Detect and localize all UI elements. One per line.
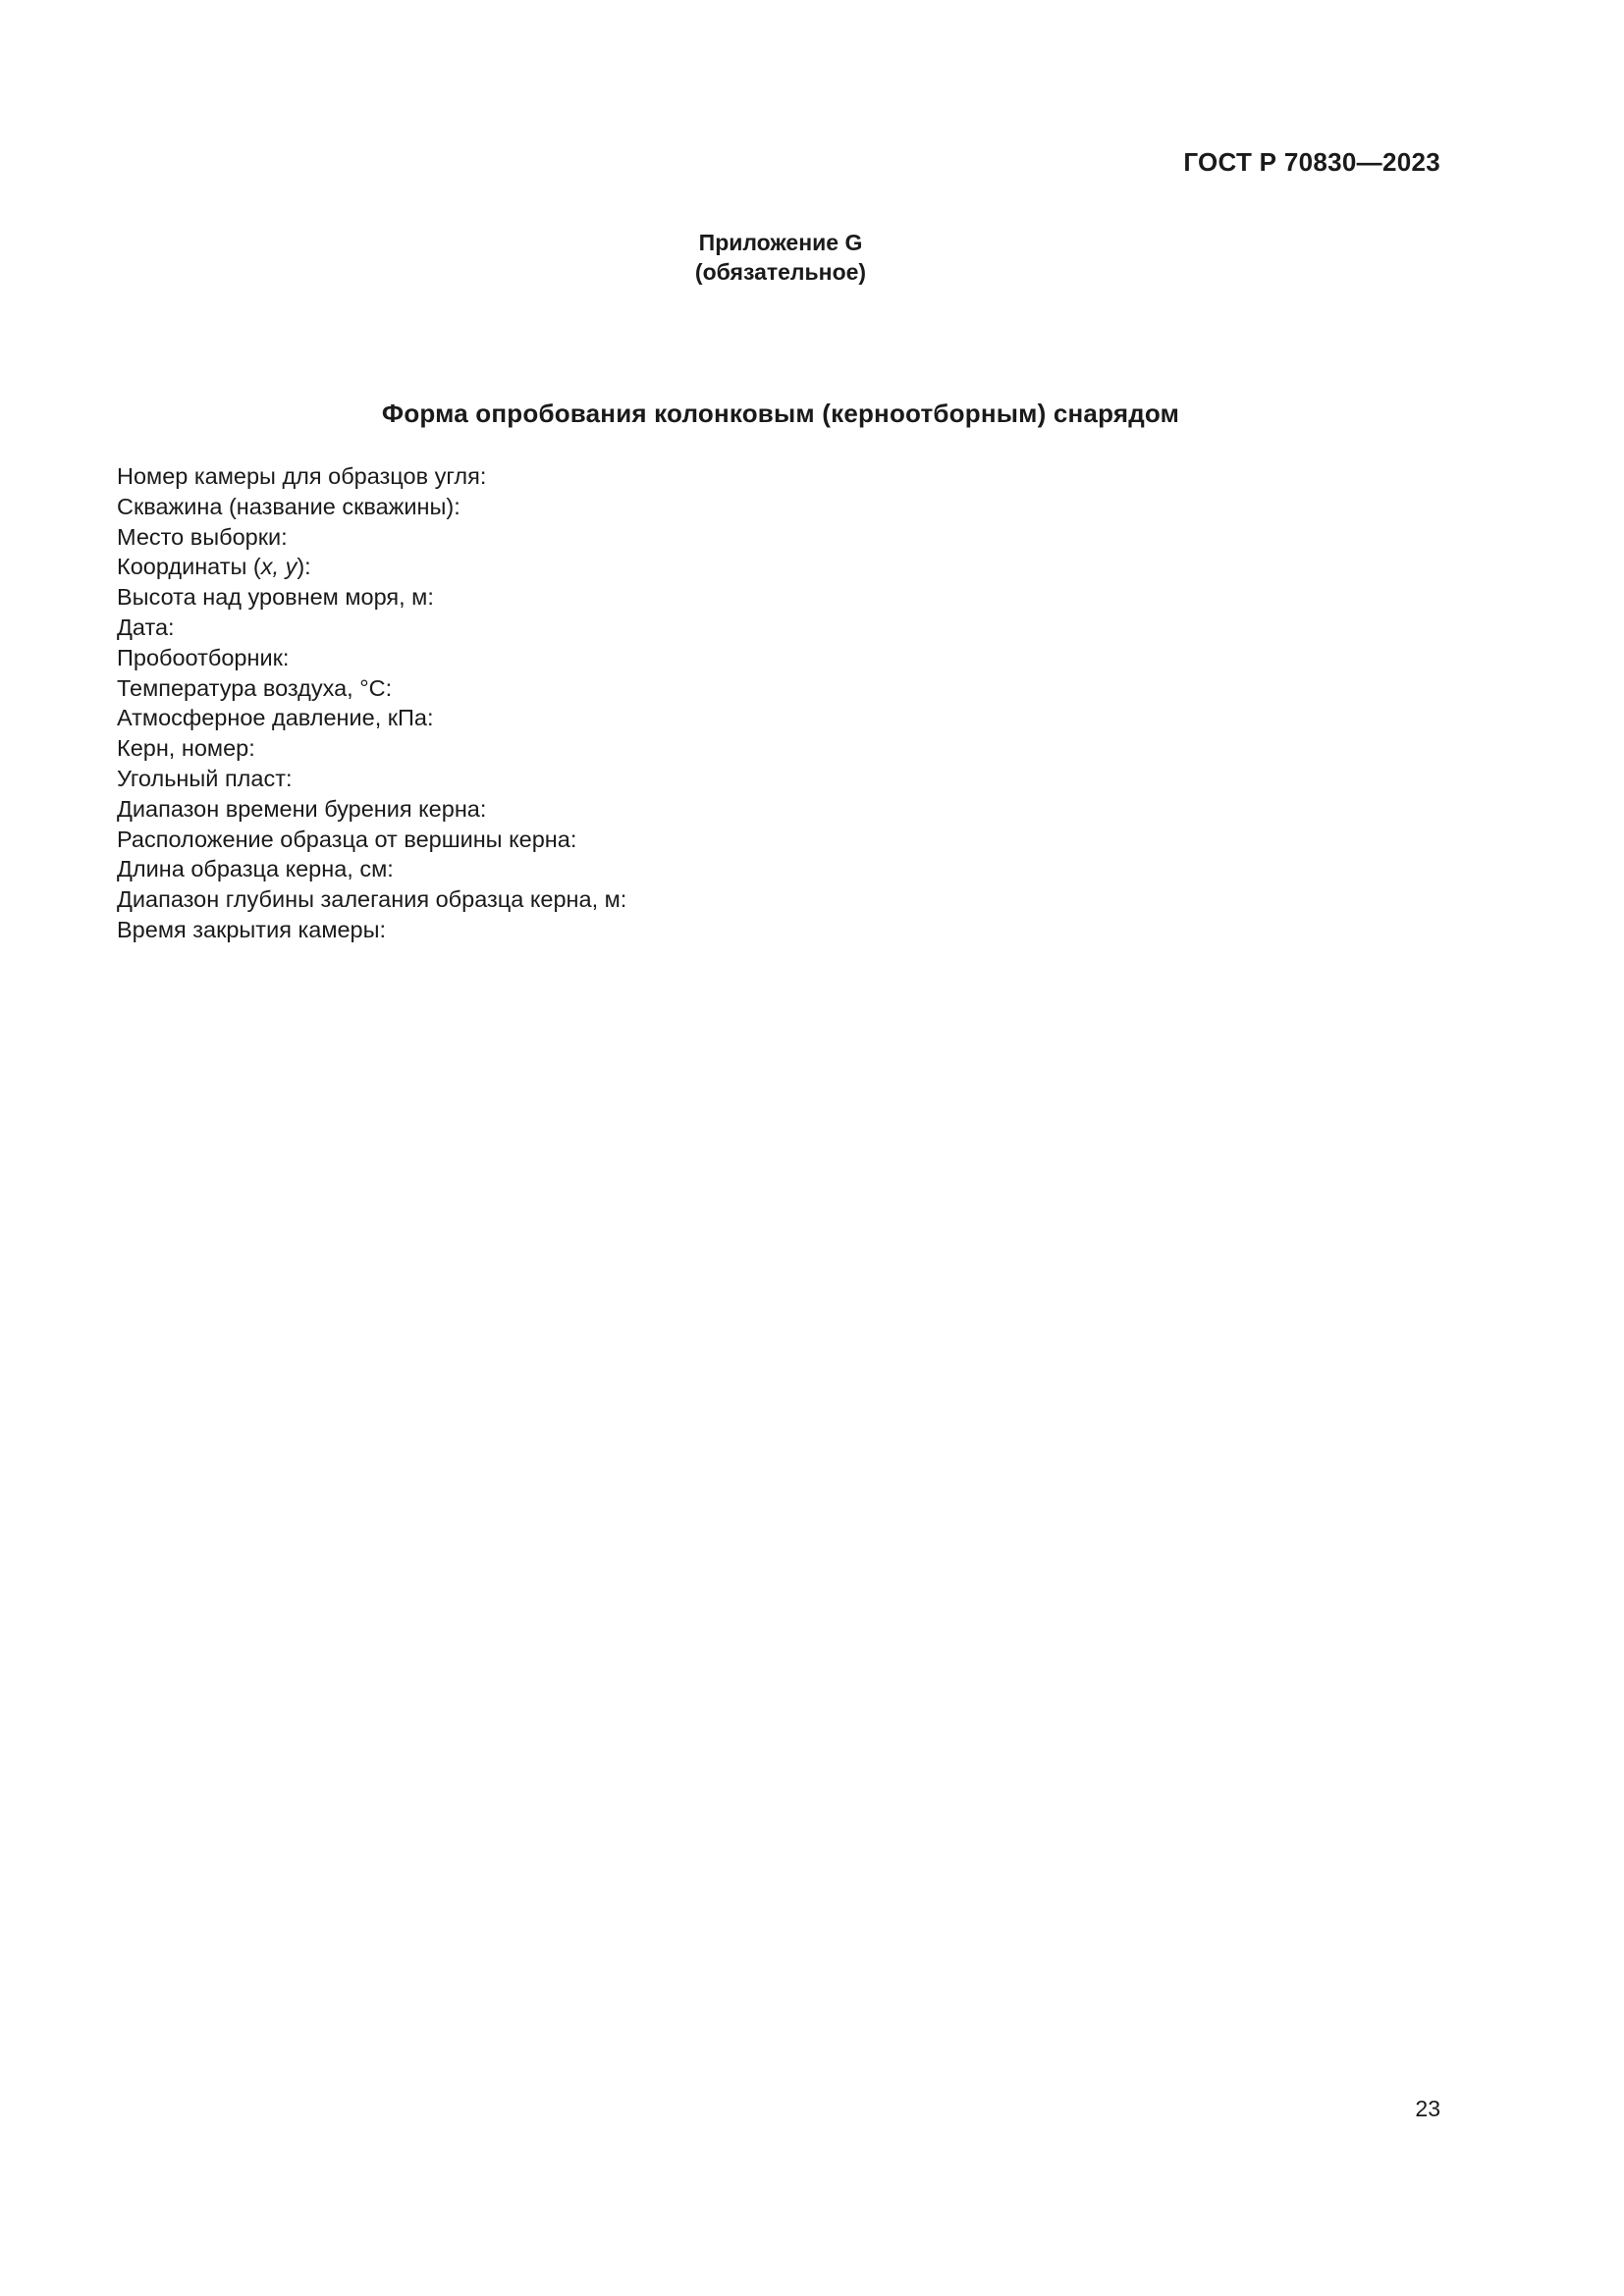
field-chamber-number: Номер камеры для образцов угля:	[117, 463, 487, 489]
field-borehole: Скважина (название скважины):	[117, 493, 460, 519]
field-date: Дата:	[117, 614, 175, 640]
page-number: 23	[1415, 2096, 1440, 2121]
field-sample-position: Расположение образца от вершины керна:	[117, 826, 577, 852]
coordinate-x: x	[260, 554, 273, 580]
field-core-number: Керн, номер:	[117, 735, 255, 762]
form-field-list	[117, 461, 626, 945]
field-sampler: Пробоотборник:	[117, 644, 290, 670]
coordinates-prefix: Координаты (	[117, 554, 261, 580]
coordinates-suffix: ):	[297, 554, 311, 580]
field-sample-length: Длина образца керна, см:	[117, 856, 394, 882]
form-title: Форма опробования колонковым (керноотборным) снарядом	[381, 399, 1180, 428]
field-depth-range: Диапазон глубины залегания образца керна, м:	[117, 886, 627, 913]
coordinate-y: y	[285, 554, 298, 580]
field-drilling-time-range: Диапазон времени бурения керна:	[117, 795, 487, 822]
field-sampling-site: Место выборки:	[117, 523, 288, 550]
coordinate-separator: ,	[272, 554, 286, 580]
field-coal-seam: Угольный пласт:	[117, 765, 293, 791]
document-code: ГОСТ Р 70830—2023	[1183, 147, 1440, 177]
field-altitude: Высота над уровнем моря, м:	[117, 584, 434, 611]
field-coordinates	[117, 552, 626, 582]
annex-status: (обязательное)	[694, 259, 867, 285]
field-chamber-closing-time: Время закрытия камеры:	[117, 916, 387, 942]
field-atmospheric-pressure: Атмосферное давление, кПа:	[117, 705, 434, 731]
field-air-temperature: Температура воздуха, °С:	[117, 674, 393, 701]
annex-heading	[0, 228, 1561, 287]
annex-title: Приложение G	[698, 230, 863, 255]
